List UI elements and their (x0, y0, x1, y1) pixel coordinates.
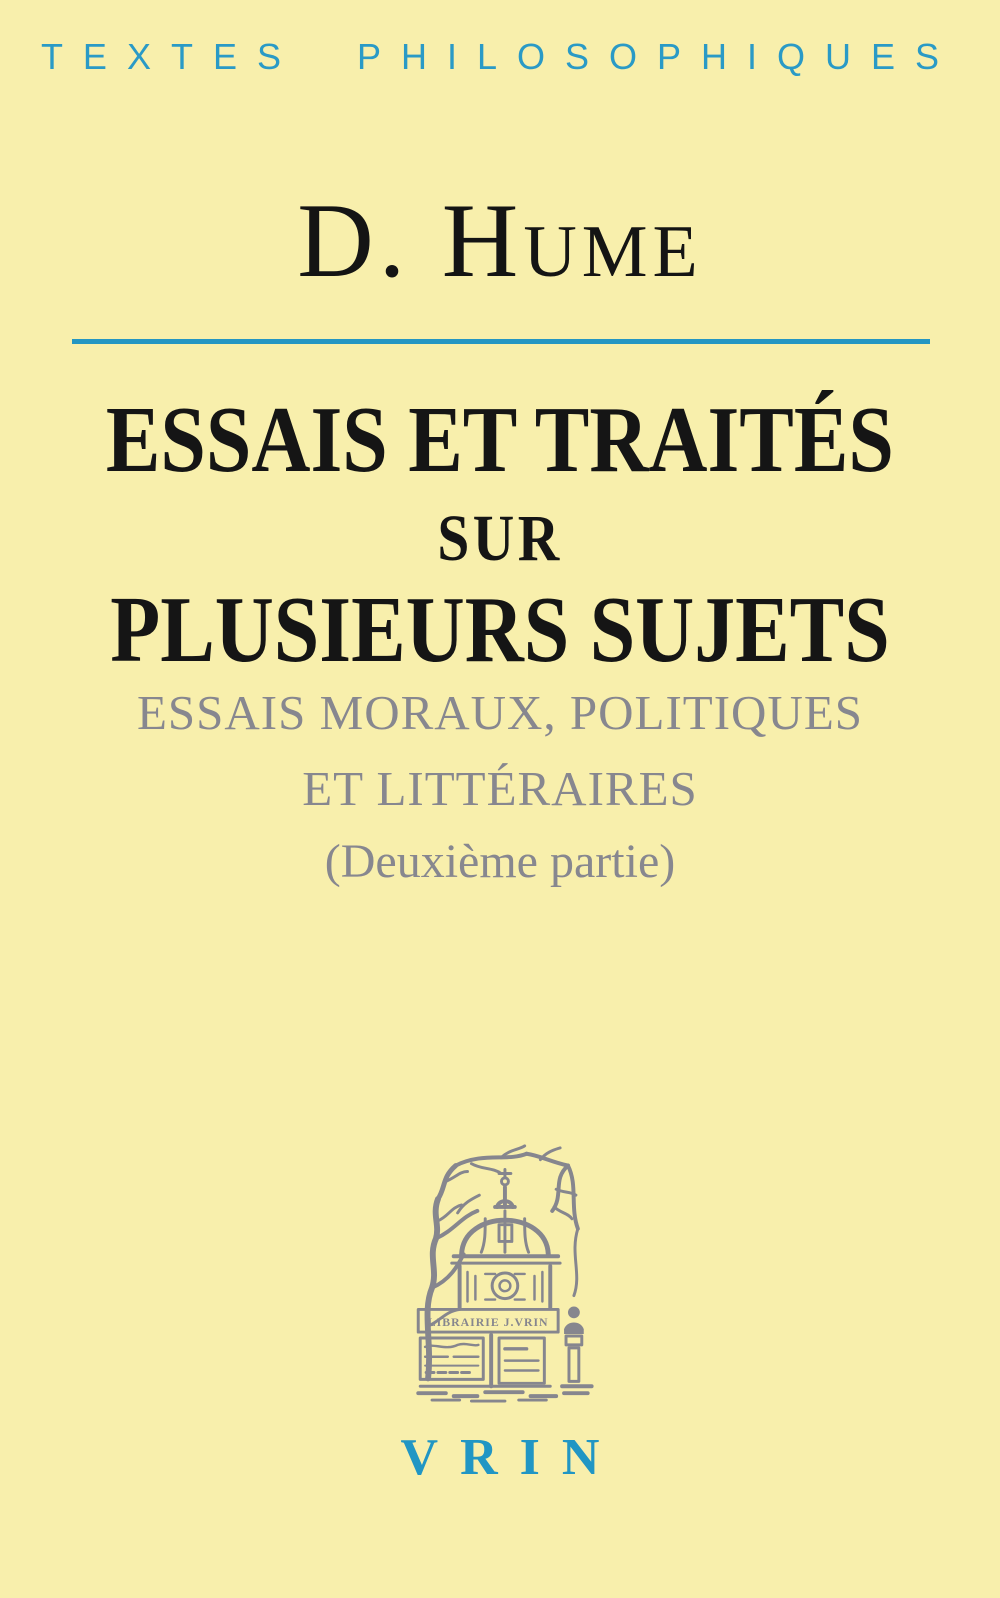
tree-right-icon (552, 1166, 578, 1296)
author-name: D. Hume (297, 182, 703, 299)
book-title-line-2 (0, 502, 1000, 575)
divider-rule (72, 339, 930, 344)
facade-icon (452, 1256, 560, 1307)
subtitle-line-1: ESSAIS MORAUX, POLITIQUES (136, 685, 864, 740)
book-title-line-1 (0, 388, 1000, 492)
book-title-line-3 (0, 578, 1000, 682)
bust-statue-icon (562, 1306, 592, 1386)
book-title-line-3-text: PLUSIEURS SUJETS (110, 578, 890, 682)
storefront-icon (420, 1335, 550, 1386)
signboard (418, 1309, 558, 1332)
book-title-line-1-text: ESSAIS ET TRAITÉS (106, 388, 894, 492)
signboard-text: LIBRAIRIE J.VRIN (427, 1315, 549, 1330)
book-title-line-2-text: SUR (437, 502, 563, 575)
tree-top-icon (456, 1146, 568, 1174)
publisher-name: VRIN (400, 1429, 622, 1486)
vrin-storefront-logo-icon (402, 1138, 600, 1404)
subtitle-part: (Deuxième partie) (324, 835, 676, 888)
vrin-storefront-logo (402, 1138, 600, 1404)
subtitle-line-2: ET LITTÉRAIRES (302, 761, 698, 816)
ground-icon (418, 1392, 587, 1401)
series-title: TEXTES PHILOSOPHIQUES (40, 36, 960, 77)
